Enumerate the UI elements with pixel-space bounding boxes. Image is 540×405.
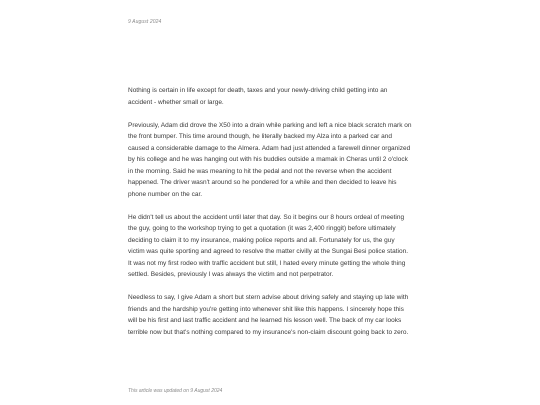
article-paragraph: Needless to say, I give Adam a short but stern advise about driving safely and staying up late with friends and the hardship you're getting into whenever shit like this happens. I sincerely hope this will be his first and last traffic accident and he learned his lesson well. The back of my car looks terrible now but that's nothing compared to my insurance's non-claim discount going back to zero. [128,294,409,336]
updated-note: This article was updated on 9 August 2024 [128,388,223,394]
article-paragraph: Nothing is certain in life except for death, taxes and your newly-driving child getting into an accident - whether small or large. [128,87,388,106]
article-paragraph: He didn't tell us about the accident until later that day. So it begins our 8 hours ordeal of meeting the guy, going to the workshop trying to get a quotation (it was 2,400 ringgit) before ultimately deciding to claim it to my insurance, making police reports and all. Fortunately for us, the guy victim was quite sporting and agreed to resolve the matter civilly at the Sungai Besi police station. It was not my first rodeo with traffic accident but still, I hated every minute getting the whole thing settled. Besides, previously I was always the victim and not perpetrator. [128,213,409,278]
article-paragraph: Previously, Adam did drove the X50 into a drain while parking and left a nice black scratch mark on the front bumper. This time around though, he literally backed my Alza into a parked car and caused a considerable damage to the Almera. Adam had just attended a farewell dinner organized by his college and he was hanging out with his buddies outside a mamak in Cheras until 2 o'clock in the morning. Said he was meaning to hit the pedal and not the reverse when the accident happened. The driver wasn't around so he pondered for a while and then decided to leave his phone number on the car. [128,121,412,198]
post-date: 9 August 2024 [128,19,162,25]
article-body [128,85,412,350]
